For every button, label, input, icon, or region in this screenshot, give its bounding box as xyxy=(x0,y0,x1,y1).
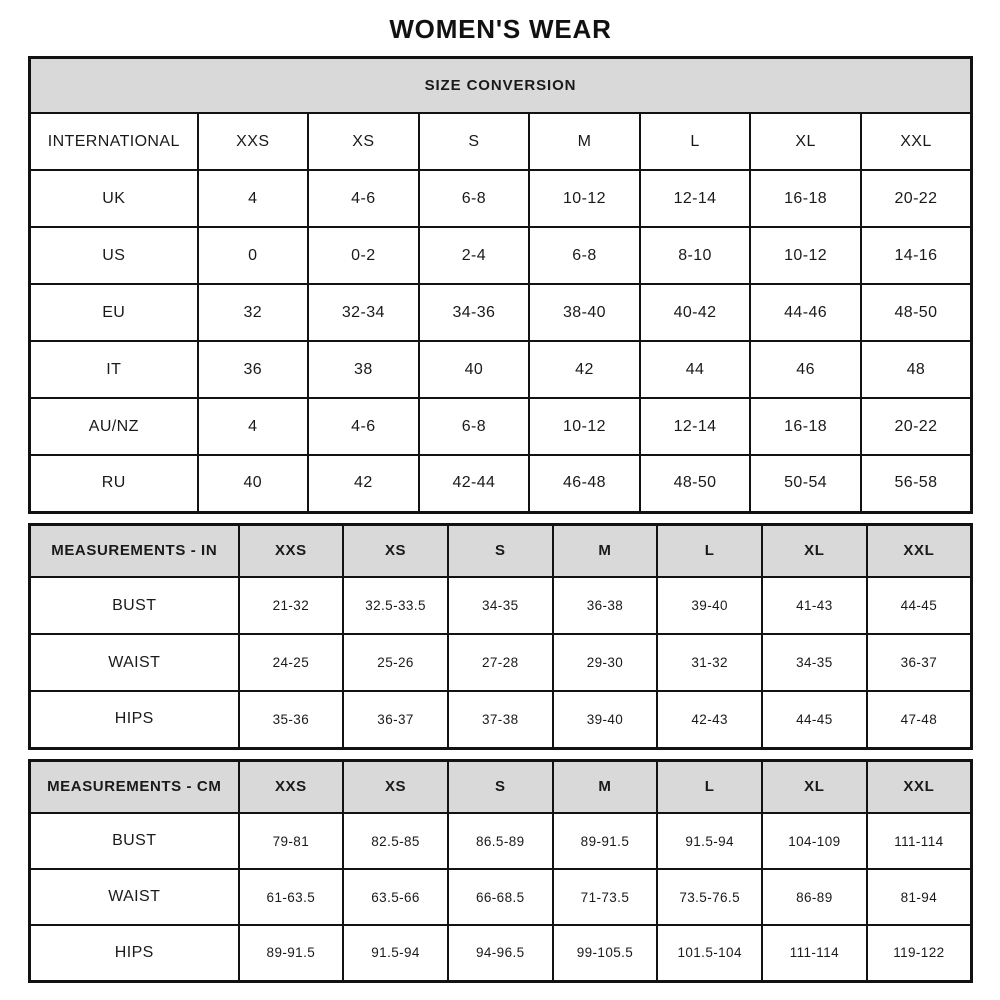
measurement-cell: 21-32 xyxy=(239,577,344,634)
measurement-cell: 35-36 xyxy=(239,691,344,748)
measurement-cell: 91.5-94 xyxy=(657,813,762,869)
row-label: US xyxy=(30,227,198,284)
col-header: XXL xyxy=(867,524,972,577)
measurement-cell: 82.5-85 xyxy=(343,813,448,869)
size-cell: 8-10 xyxy=(640,227,751,284)
size-conversion-table xyxy=(28,56,973,514)
size-cell: 40-42 xyxy=(640,284,751,341)
measurement-cell: 44-45 xyxy=(762,691,867,748)
table-row xyxy=(30,691,972,748)
measurement-cell: 61-63.5 xyxy=(239,869,344,925)
table-row xyxy=(30,341,972,398)
measurement-cell: 111-114 xyxy=(762,925,867,981)
row-label: IT xyxy=(30,341,198,398)
measurement-cell: 32.5-33.5 xyxy=(343,577,448,634)
col-header: XS xyxy=(343,524,448,577)
size-cell: 4 xyxy=(198,170,309,227)
measurement-cell: 25-26 xyxy=(343,634,448,691)
measurements-in-header-row xyxy=(30,524,972,577)
col-header: XXS xyxy=(198,113,309,170)
row-label: EU xyxy=(30,284,198,341)
col-header: M xyxy=(553,760,658,813)
measurement-cell: 99-105.5 xyxy=(553,925,658,981)
size-cell: 12-14 xyxy=(640,170,751,227)
size-cell: 40 xyxy=(419,341,530,398)
measurement-cell: 41-43 xyxy=(762,577,867,634)
measurement-cell: 36-37 xyxy=(867,634,972,691)
size-cell: 16-18 xyxy=(750,398,861,455)
measurement-cell: 89-91.5 xyxy=(239,925,344,981)
measurement-cell: 47-48 xyxy=(867,691,972,748)
measurement-cell: 119-122 xyxy=(867,925,972,981)
table-row xyxy=(30,170,972,227)
size-cell: 0 xyxy=(198,227,309,284)
col-header: M xyxy=(529,113,640,170)
measurements-in-table xyxy=(28,523,973,750)
measurement-cell: 81-94 xyxy=(867,869,972,925)
col-header: M xyxy=(553,524,658,577)
col-header: XXS xyxy=(239,524,344,577)
table-row xyxy=(30,869,972,925)
measurement-cell: 39-40 xyxy=(553,691,658,748)
table-banner-row xyxy=(30,58,972,114)
size-cell: 50-54 xyxy=(750,455,861,512)
measurement-cell: 101.5-104 xyxy=(657,925,762,981)
size-conversion-banner: SIZE CONVERSION xyxy=(30,58,972,114)
size-cell: 4 xyxy=(198,398,309,455)
measurement-cell: 91.5-94 xyxy=(343,925,448,981)
table-row xyxy=(30,634,972,691)
measurement-cell: 94-96.5 xyxy=(448,925,553,981)
measurement-cell: 37-38 xyxy=(448,691,553,748)
table-row xyxy=(30,227,972,284)
size-cell: 14-16 xyxy=(861,227,972,284)
size-cell: 40 xyxy=(198,455,309,512)
row-label: WAIST xyxy=(30,869,239,925)
col-header: XL xyxy=(750,113,861,170)
measurements-cm-table xyxy=(28,759,973,983)
size-cell: 46-48 xyxy=(529,455,640,512)
col-header: S xyxy=(448,760,553,813)
measurement-cell: 79-81 xyxy=(239,813,344,869)
row-label: BUST xyxy=(30,813,239,869)
col-header: L xyxy=(657,524,762,577)
size-cell: 38-40 xyxy=(529,284,640,341)
measurement-cell: 31-32 xyxy=(657,634,762,691)
size-cell: 36 xyxy=(198,341,309,398)
col-header: XXL xyxy=(861,113,972,170)
row-label: UK xyxy=(30,170,198,227)
row-label: WAIST xyxy=(30,634,239,691)
size-cell: 32-34 xyxy=(308,284,419,341)
measurement-cell: 89-91.5 xyxy=(553,813,658,869)
size-cell: 16-18 xyxy=(750,170,861,227)
size-cell: 6-8 xyxy=(419,170,530,227)
table-row xyxy=(30,398,972,455)
col-header: XXS xyxy=(239,760,344,813)
row-label: INTERNATIONAL xyxy=(30,113,198,170)
col-header: S xyxy=(419,113,530,170)
measurements-cm-header-row xyxy=(30,760,972,813)
col-header: S xyxy=(448,524,553,577)
page-title: WOMEN'S WEAR xyxy=(389,14,612,44)
measurement-cell: 42-43 xyxy=(657,691,762,748)
size-cell: 48 xyxy=(861,341,972,398)
size-cell: 6-8 xyxy=(529,227,640,284)
measurement-cell: 36-37 xyxy=(343,691,448,748)
table-row xyxy=(30,925,972,981)
measurement-cell: 34-35 xyxy=(762,634,867,691)
measurement-cell: 29-30 xyxy=(553,634,658,691)
size-cell: 2-4 xyxy=(419,227,530,284)
size-cell: 10-12 xyxy=(529,398,640,455)
size-cell: 12-14 xyxy=(640,398,751,455)
row-label: RU xyxy=(30,455,198,512)
table-row xyxy=(30,284,972,341)
size-cell: 20-22 xyxy=(861,170,972,227)
measurement-cell: 44-45 xyxy=(867,577,972,634)
size-cell: 42 xyxy=(529,341,640,398)
size-cell: 42-44 xyxy=(419,455,530,512)
measurement-cell: 27-28 xyxy=(448,634,553,691)
size-cell: 42 xyxy=(308,455,419,512)
table-row xyxy=(30,813,972,869)
col-header: L xyxy=(657,760,762,813)
table-row xyxy=(30,455,972,512)
size-cell: 4-6 xyxy=(308,398,419,455)
col-header: XL xyxy=(762,760,867,813)
col-header: L xyxy=(640,113,751,170)
size-cell: 0-2 xyxy=(308,227,419,284)
row-label: BUST xyxy=(30,577,239,634)
size-cell: 32 xyxy=(198,284,309,341)
col-header: XS xyxy=(343,760,448,813)
measurement-cell: 24-25 xyxy=(239,634,344,691)
size-cell: 44 xyxy=(640,341,751,398)
table-title: MEASUREMENTS - CM xyxy=(30,760,239,813)
measurement-cell: 104-109 xyxy=(762,813,867,869)
size-cell: 46 xyxy=(750,341,861,398)
measurement-cell: 73.5-76.5 xyxy=(657,869,762,925)
col-header: XS xyxy=(308,113,419,170)
size-cell: 10-12 xyxy=(750,227,861,284)
col-header: XXL xyxy=(867,760,972,813)
measurement-cell: 111-114 xyxy=(867,813,972,869)
size-cell: 44-46 xyxy=(750,284,861,341)
measurement-cell: 86.5-89 xyxy=(448,813,553,869)
measurement-cell: 63.5-66 xyxy=(343,869,448,925)
table-title: MEASUREMENTS - IN xyxy=(30,524,239,577)
size-cell: 56-58 xyxy=(861,455,972,512)
size-cell: 6-8 xyxy=(419,398,530,455)
measurement-cell: 39-40 xyxy=(657,577,762,634)
size-header-row xyxy=(30,113,972,170)
size-cell: 10-12 xyxy=(529,170,640,227)
measurement-cell: 36-38 xyxy=(553,577,658,634)
row-label: AU/NZ xyxy=(30,398,198,455)
size-cell: 20-22 xyxy=(861,398,972,455)
col-header: XL xyxy=(762,524,867,577)
size-cell: 34-36 xyxy=(419,284,530,341)
table-row xyxy=(30,577,972,634)
size-cell: 48-50 xyxy=(861,284,972,341)
measurement-cell: 34-35 xyxy=(448,577,553,634)
size-cell: 4-6 xyxy=(308,170,419,227)
measurement-cell: 86-89 xyxy=(762,869,867,925)
measurement-cell: 71-73.5 xyxy=(553,869,658,925)
row-label: HIPS xyxy=(30,691,239,748)
size-cell: 38 xyxy=(308,341,419,398)
size-cell: 48-50 xyxy=(640,455,751,512)
measurement-cell: 66-68.5 xyxy=(448,869,553,925)
row-label: HIPS xyxy=(30,925,239,981)
